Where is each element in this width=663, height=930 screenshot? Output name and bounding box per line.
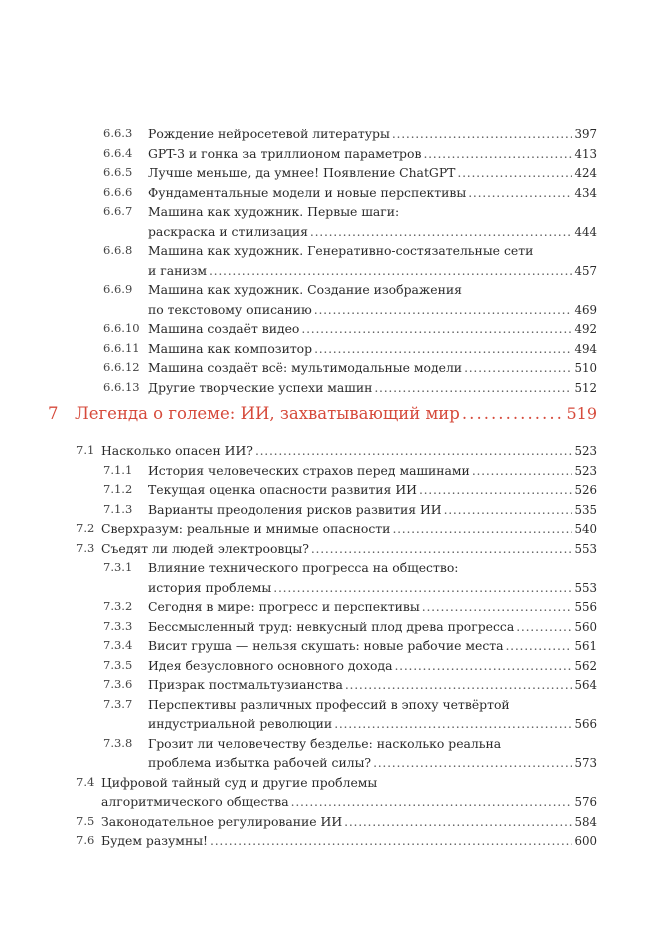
toc-entry-page: 562 <box>574 658 597 673</box>
toc-entry-title: Идея безусловного основного дохода <box>148 657 393 673</box>
toc-entry <box>103 144 597 165</box>
toc-entry-number: 7.3.2 <box>103 599 133 613</box>
toc-entry-page: 434 <box>574 185 597 200</box>
leader-dots <box>301 319 572 339</box>
toc-entry-page: 510 <box>574 361 597 375</box>
leader-dots <box>422 597 573 617</box>
toc-entry-title-line: Перспективы различных профессий в эпоху четвёртой <box>148 696 510 712</box>
toc-entry-title: Машина создаёт видео <box>148 321 300 336</box>
toc-entry <box>76 539 597 560</box>
toc-entry-page: 566 <box>574 717 597 731</box>
toc-entry-number: 7.4 <box>76 774 95 789</box>
toc-entry-title-line: Машина как художник. Создание изображения <box>148 282 462 297</box>
leader-dots <box>344 812 572 832</box>
toc-entry-number: 7.3.5 <box>103 657 133 672</box>
chapter-page: 519 <box>566 404 597 423</box>
toc-entry-title-line: Машина как художник. Первые шаги: <box>148 204 400 219</box>
leader-dots <box>472 461 573 481</box>
leader-dots <box>310 222 573 242</box>
leader-dots <box>392 124 573 144</box>
toc-entry-title: Призрак постмальтузианства <box>148 677 343 692</box>
toc-entry-number: 7.5 <box>76 813 95 828</box>
toc-entry-page: 494 <box>574 341 597 356</box>
toc-entry-number: 6.6.12 <box>103 360 140 374</box>
chapter-title: Легенда о големе: ИИ, захватывающий мир <box>75 404 460 423</box>
leader-dots <box>394 656 572 676</box>
leader-dots <box>314 300 573 320</box>
toc-entry-page: 523 <box>574 444 597 458</box>
toc-entry-title: Сверхразум: реальные и мнимые опасности <box>101 521 391 536</box>
leader-dots <box>464 358 572 378</box>
toc-entry-number: 7.1.2 <box>103 482 133 496</box>
toc-entry-title: История человеческих страхов перед машинами <box>148 462 470 478</box>
toc-entry-number: 6.6.8 <box>103 243 133 257</box>
toc-entry <box>103 280 597 320</box>
toc-entry-page: 556 <box>574 600 597 614</box>
toc-entry-page: 492 <box>574 322 597 336</box>
chapter-number: 7 <box>48 404 59 423</box>
toc-entry <box>76 441 597 462</box>
toc-entry <box>103 241 597 281</box>
toc-entry-number: 7.1.3 <box>103 501 133 516</box>
toc-entry-title: Другие творческие успехи машин <box>148 379 373 395</box>
toc-entry-title: Сегодня в мире: прогресс и перспективы <box>148 599 420 614</box>
toc-entry <box>103 461 597 482</box>
toc-entry-title: Лучше меньше, да умнее! Появление ChatGPT <box>148 165 456 180</box>
toc-entry <box>76 831 597 852</box>
toc-entry-page: 526 <box>574 483 597 497</box>
toc-entry-page: 540 <box>574 522 597 536</box>
toc-entry-number: 7.1 <box>76 443 95 457</box>
leader-dots <box>374 378 572 398</box>
toc-entry-page: 413 <box>574 146 597 161</box>
toc-entry-page: 535 <box>574 502 597 517</box>
leader-dots <box>457 163 572 183</box>
toc-entry <box>103 480 597 501</box>
leader-dots <box>255 441 573 461</box>
toc-entry-number: 6.6.10 <box>103 321 140 335</box>
toc-entry-page: 576 <box>574 795 597 809</box>
leader-dots <box>345 675 573 695</box>
toc-entry-number: 7.3.3 <box>103 618 133 633</box>
leader-dots <box>314 339 572 359</box>
toc-entry <box>103 656 597 677</box>
toc-entry <box>103 597 597 618</box>
toc-entry-number: 6.6.6 <box>103 184 133 199</box>
toc-entry <box>76 773 597 813</box>
toc-entry-number: 7.3.1 <box>103 560 133 574</box>
toc-entry <box>76 519 597 540</box>
toc-entry <box>103 734 597 774</box>
toc-entry-page: 560 <box>574 619 597 634</box>
toc-entry-page: 469 <box>574 302 597 317</box>
toc-entry-title: Бессмысленный труд: невкусный плод древа прогресса <box>148 618 515 634</box>
toc-entry-page: 512 <box>574 380 597 395</box>
toc-entry-title: Машина как композитор <box>148 340 313 356</box>
toc-entry-number: 6.6.3 <box>103 126 133 140</box>
toc-entry-title: Машина создаёт всё: мультимодальные модели <box>148 360 463 375</box>
toc-entry-page: 553 <box>574 580 597 595</box>
toc-entry <box>103 500 597 521</box>
toc-entry-title: история проблемы <box>148 579 272 595</box>
toc-entry-page: 561 <box>574 639 597 653</box>
toc-entry-number: 7.3 <box>76 540 95 555</box>
toc-entry-title: по текстовому описанию <box>148 301 312 317</box>
toc-entry-title: Насколько опасен ИИ? <box>101 443 253 458</box>
toc-entry-title: Варианты преодоления рисков развития ИИ <box>148 501 442 517</box>
toc-entry-title-line: Влияние технического прогресса на общество: <box>148 560 459 575</box>
leader-dots <box>462 402 565 426</box>
toc-entry-title: Съедят ли людей электроовцы? <box>101 540 309 556</box>
toc-entry <box>103 636 597 657</box>
toc-entry-page: 424 <box>574 166 597 180</box>
toc-entry-page: 523 <box>574 463 597 478</box>
toc-entry-number: 7.2 <box>76 521 95 535</box>
toc-entry-number: 7.3.6 <box>103 677 133 691</box>
toc-entry-number: 7.6 <box>76 833 95 847</box>
toc-entry-number: 6.6.7 <box>103 204 133 218</box>
toc-entry-title: проблема избытка рабочей силы? <box>148 755 372 770</box>
toc-entry <box>103 163 597 184</box>
toc-entry-title-line: Машина как художник. Генеративно-состязательные сети <box>148 243 534 258</box>
leader-dots <box>468 183 572 203</box>
toc-entry-title: Законодательное регулирование ИИ <box>101 813 343 829</box>
toc-entry-page: 553 <box>574 541 597 556</box>
toc-entry-title: Рождение нейросетевой литературы <box>148 126 390 141</box>
toc-entry-page: 444 <box>574 224 597 239</box>
leader-dots <box>506 636 573 656</box>
toc-entry-page: 600 <box>574 834 597 848</box>
leader-dots <box>392 519 572 539</box>
leader-dots <box>210 831 572 851</box>
toc-entry <box>76 812 597 833</box>
leader-dots <box>516 617 572 637</box>
toc-entry-title: алгоритмического общества <box>101 794 289 809</box>
toc-entry-number: 6.6.4 <box>103 145 133 160</box>
toc-entry <box>103 378 597 399</box>
toc-entry-title: Висит груша — нельзя скушать: новые рабочие места <box>148 638 504 653</box>
leader-dots <box>419 480 573 500</box>
toc-entry-title: раскраска и стилизация <box>148 223 308 239</box>
leader-dots <box>291 792 573 812</box>
toc-entry-title: и ганизм <box>148 262 207 278</box>
toc-entry-title-line: Грозит ли человечеству безделье: насколько реальна <box>148 735 502 751</box>
toc-entry-page: 584 <box>574 814 597 829</box>
toc-entry <box>103 675 597 696</box>
toc-entry <box>103 558 597 598</box>
leader-dots <box>311 539 573 559</box>
toc-entry-page: 457 <box>574 263 597 278</box>
toc-entry <box>103 202 597 242</box>
toc-entry-title: Фундаментальные модели и новые перспективы <box>148 184 467 200</box>
toc-entry-title: Будем разумны! <box>101 833 209 848</box>
toc-entry-number: 6.6.11 <box>103 340 140 355</box>
leader-dots <box>373 753 572 773</box>
leader-dots <box>273 578 572 598</box>
toc-entry-number: 7.3.8 <box>103 735 133 750</box>
toc-entry <box>103 124 597 145</box>
toc-entry <box>103 339 597 360</box>
leader-dots <box>423 144 572 164</box>
toc-entry-number: 7.3.4 <box>103 638 133 652</box>
toc-entry-number: 6.6.9 <box>103 282 133 296</box>
toc-entry-number: 6.6.13 <box>103 379 140 394</box>
toc-entry <box>103 695 597 735</box>
toc-entry <box>103 183 597 204</box>
chapter-heading <box>48 402 597 426</box>
toc-entry-page: 564 <box>574 678 597 692</box>
toc-entry-page: 397 <box>574 127 597 141</box>
toc-entry-title: Текущая оценка опасности развития ИИ <box>148 482 417 497</box>
leader-dots <box>444 500 573 520</box>
toc-entry-page: 573 <box>574 756 597 770</box>
toc-entry-title: индустриальной революции <box>148 716 333 731</box>
leader-dots <box>334 714 572 734</box>
toc-entry <box>103 617 597 638</box>
toc-entry-number: 7.1.1 <box>103 462 133 477</box>
toc-entry-number: 6.6.5 <box>103 165 133 179</box>
toc-entry-title: GPT-3 и гонка за триллионом параметров <box>148 145 422 161</box>
toc-entry <box>103 319 597 340</box>
toc-entry-title-line: Цифровой тайный суд и другие проблемы <box>101 774 378 790</box>
toc-entry-number: 7.3.7 <box>103 696 133 711</box>
toc-entry <box>103 358 597 379</box>
leader-dots <box>209 261 572 281</box>
